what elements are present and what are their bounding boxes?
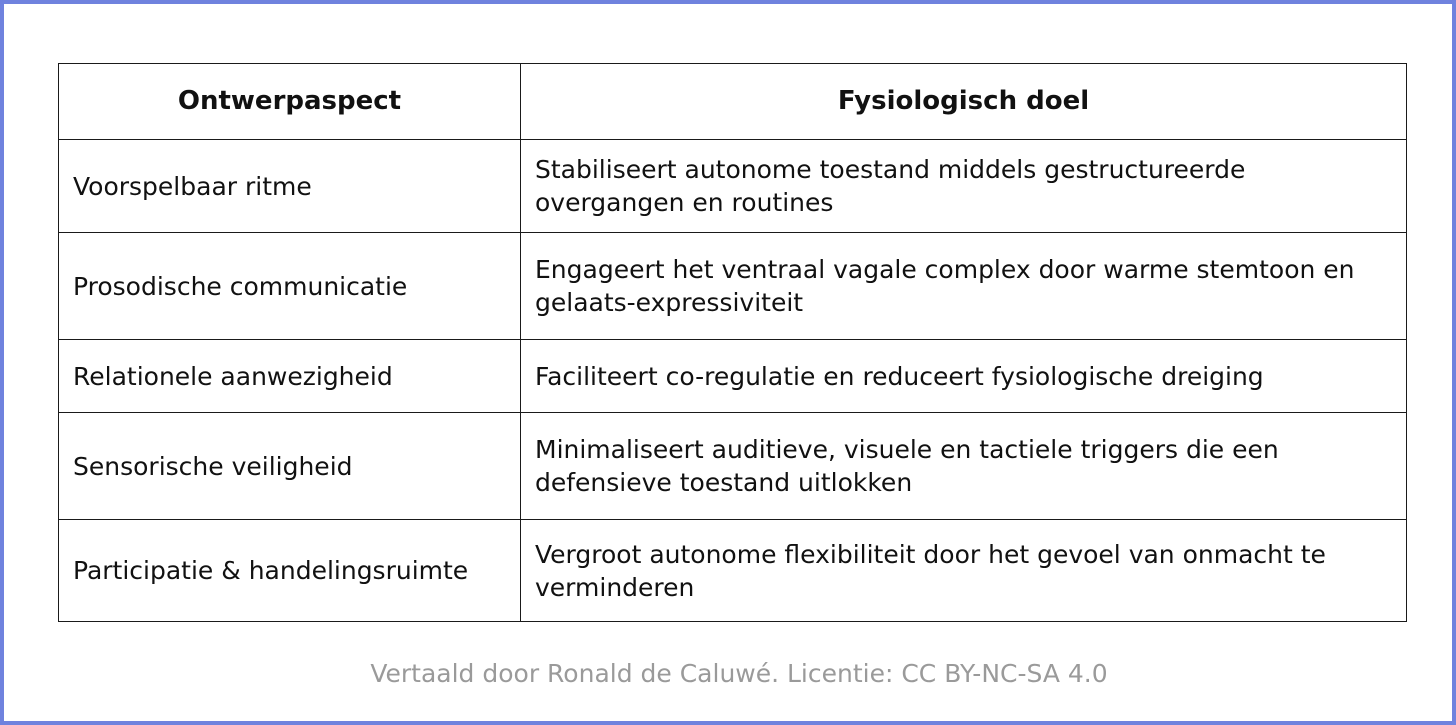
- goal-cell: Stabiliseert autonome toestand middels gestructureerde overgangen en routines: [521, 140, 1407, 233]
- table-row: [59, 233, 1407, 340]
- table-row: [59, 520, 1407, 622]
- design-aspects-table: [58, 63, 1407, 622]
- goal-cell: Engageert het ventraal vagale complex door warme stemtoon en gelaats-expressiviteit: [521, 233, 1407, 340]
- aspect-cell: Sensorische veiligheid: [59, 413, 521, 520]
- table-row: [59, 340, 1407, 413]
- goal-cell: Vergroot autonome flexibiliteit door het gevoel van onmacht te verminderen: [521, 520, 1407, 622]
- header-physiological-goal: Fysiologisch doel: [521, 64, 1407, 140]
- table-row: [59, 413, 1407, 520]
- goal-cell: Minimaliseert auditieve, visuele en tactiele triggers die een defensieve toestand uitlokken: [521, 413, 1407, 520]
- aspect-cell: Voorspelbaar ritme: [59, 140, 521, 233]
- aspect-cell: Prosodische communicatie: [59, 233, 521, 340]
- table-row: [59, 140, 1407, 233]
- translation-credit: Vertaald door Ronald de Caluwé. Licentie: CC BY-NC-SA 4.0: [370, 659, 1108, 688]
- aspect-cell: Participatie & handelingsruimte: [59, 520, 521, 622]
- goal-cell: Faciliteert co-regulatie en reduceert fysiologische dreiging: [521, 340, 1407, 413]
- table-header-row: [59, 64, 1407, 140]
- aspect-cell: Relationele aanwezigheid: [59, 340, 521, 413]
- header-design-aspect: Ontwerpaspect: [59, 64, 521, 140]
